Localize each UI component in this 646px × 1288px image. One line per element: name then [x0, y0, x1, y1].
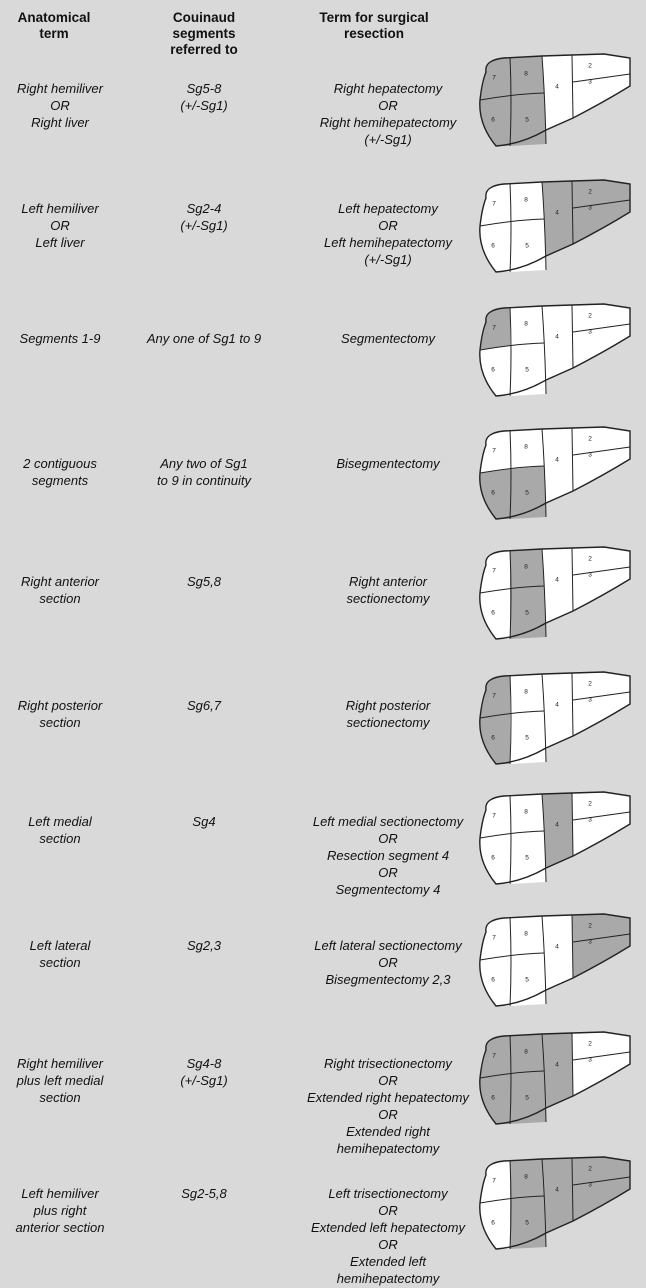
surgical-resection-cell-line: OR	[378, 98, 398, 113]
anatomical-term-cell-line: plus left medial	[16, 1073, 104, 1088]
surgical-resection-cell-line: OR	[378, 1237, 398, 1252]
anatomical-term-cell-line: segments	[31, 473, 89, 488]
anatomical-term-cell-line: section	[39, 831, 81, 846]
couinaud-segments-cell-line: Sg4-8	[186, 1056, 222, 1071]
segment-number-label: 6	[491, 489, 495, 497]
segment-number-label: 7	[492, 1052, 496, 1060]
header-anatomical-term	[4, 10, 104, 42]
segment-number-label: 8	[524, 563, 528, 571]
surgical-resection-cell-line: Right anterior	[348, 574, 428, 589]
liver-segment-6	[480, 1199, 510, 1249]
surgical-resection-cell	[292, 80, 484, 148]
header-text: Term for surgical	[319, 10, 429, 25]
surgical-resection-cell-line: Bisegmentectomy 2,3	[325, 972, 451, 987]
liver-segment-diagram	[474, 178, 636, 276]
anatomical-term-cell-line: section	[39, 715, 81, 730]
surgical-resection-cell-line: Left medial sectionectomy	[312, 814, 464, 829]
liver-segment-diagram	[474, 425, 636, 523]
segment-number-label: 3	[588, 1181, 592, 1189]
segment-number-label: 8	[524, 930, 528, 938]
surgical-resection-cell	[292, 937, 484, 988]
anatomical-term-cell	[4, 573, 116, 607]
segment-number-label: 3	[588, 204, 592, 212]
segment-number-label: 6	[491, 609, 495, 617]
segment-number-label: 5	[525, 242, 529, 250]
surgical-resection-cell	[292, 697, 484, 731]
couinaud-segments-cell-line: Sg2-4	[186, 201, 222, 216]
anatomical-term-cell-line: Right hemiliver	[17, 81, 103, 96]
anatomical-term-cell	[4, 200, 116, 251]
segment-number-label: 7	[492, 74, 496, 82]
header-surgical-resection	[296, 10, 452, 42]
segment-number-label: 5	[525, 366, 529, 374]
surgical-resection-cell-line: Left lateral sectionectomy	[314, 938, 462, 953]
couinaud-segments-cell-line: (+/-Sg1)	[180, 218, 228, 233]
anatomical-term-cell-line: Left hemiliver	[21, 1186, 99, 1201]
segment-number-label: 3	[588, 696, 592, 704]
segment-number-label: 4	[555, 821, 559, 829]
segment-number-label: 2	[588, 435, 592, 443]
segment-number-label: 5	[525, 1219, 529, 1227]
surgical-resection-cell-line: OR	[378, 955, 398, 970]
surgical-resection-cell-line: Right trisectionectomy	[324, 1056, 452, 1071]
anatomical-term-cell	[4, 697, 116, 731]
surgical-resection-cell-line: Segmentectomy	[341, 331, 435, 346]
liver-segment-4	[542, 55, 573, 130]
couinaud-segments-cell-line: (+/-Sg1)	[180, 98, 228, 113]
segment-number-label: 8	[524, 320, 528, 328]
segment-number-label: 6	[491, 242, 495, 250]
segment-number-label: 7	[492, 934, 496, 942]
surgical-resection-cell-line: hemihepatectomy	[336, 1141, 440, 1156]
anatomical-term-cell-line: OR	[50, 218, 70, 233]
segment-number-label: 5	[525, 116, 529, 124]
segment-number-label: 8	[524, 443, 528, 451]
surgical-resection-cell-line: (+/-Sg1)	[364, 252, 412, 267]
segment-number-label: 4	[555, 209, 559, 217]
segment-number-label: 3	[588, 328, 592, 336]
segment-number-label: 6	[491, 1219, 495, 1227]
anatomical-term-cell-line: section	[39, 591, 81, 606]
couinaud-segments-cell-line: Sg4	[192, 814, 216, 829]
couinaud-segments-cell-line: Sg5,8	[187, 574, 221, 589]
couinaud-segments-cell	[142, 573, 266, 590]
segment-number-label: 4	[555, 701, 559, 709]
surgical-resection-cell-line: OR	[378, 218, 398, 233]
segment-number-label: 8	[524, 808, 528, 816]
segment-number-label: 6	[491, 976, 495, 984]
segment-number-label: 4	[555, 576, 559, 584]
couinaud-segments-cell	[142, 697, 266, 714]
couinaud-segments-cell-line: Sg2-5,8	[181, 1186, 227, 1201]
segment-number-label: 6	[491, 366, 495, 374]
anatomical-term-cell-line: Left lateral	[29, 938, 91, 953]
anatomical-term-cell-line: Left medial	[28, 814, 92, 829]
liver-segment-diagram	[474, 302, 636, 400]
couinaud-segments-cell-line: Sg2,3	[187, 938, 221, 953]
liver-segment-6-highlighted	[480, 714, 510, 764]
surgical-resection-cell-line: Resection segment 4	[326, 848, 450, 863]
surgical-resection-cell-line: OR	[378, 1073, 398, 1088]
liver-segment-diagram	[474, 1030, 636, 1128]
liver-segment-4	[542, 305, 573, 380]
anatomical-term-cell-line: 2 contiguous	[23, 456, 97, 471]
anatomical-term-cell	[4, 813, 116, 847]
surgical-resection-cell-line: Right hemihepatectomy	[319, 115, 457, 130]
segment-number-label: 7	[492, 812, 496, 820]
segment-number-label: 2	[588, 800, 592, 808]
liver-segment-6	[480, 956, 510, 1006]
segment-number-label: 2	[588, 1165, 592, 1173]
segment-number-label: 6	[491, 854, 495, 862]
surgical-resection-cell	[292, 1055, 484, 1157]
surgical-resection-cell-line: sectionectomy	[346, 715, 430, 730]
header-text: Couinaud segments	[172, 10, 236, 41]
couinaud-segments-cell	[142, 80, 266, 114]
surgical-resection-cell	[292, 1185, 484, 1287]
surgical-resection-cell	[292, 813, 484, 898]
couinaud-segments-cell	[142, 1055, 266, 1089]
surgical-resection-cell-line: Bisegmentectomy	[336, 456, 440, 471]
segment-number-label: 4	[555, 333, 559, 341]
segment-number-label: 2	[588, 188, 592, 196]
anatomical-term-cell-line: section	[39, 1090, 81, 1105]
segment-number-label: 5	[525, 1094, 529, 1102]
segment-number-label: 4	[555, 943, 559, 951]
surgical-resection-cell	[292, 573, 484, 607]
liver-segment-4	[542, 548, 573, 623]
anatomical-term-cell-line: Right anterior	[20, 574, 100, 589]
liver-segment-4	[542, 915, 573, 990]
segment-number-label: 2	[588, 555, 592, 563]
segment-number-label: 7	[492, 200, 496, 208]
header-text: Anatomical	[17, 10, 91, 25]
surgical-resection-cell-line: OR	[378, 865, 398, 880]
segment-number-label: 2	[588, 922, 592, 930]
anatomical-term-cell-line: anterior section	[15, 1220, 105, 1235]
liver-segment-4-highlighted	[542, 1158, 573, 1233]
surgical-resection-cell-line: OR	[378, 1107, 398, 1122]
liver-segment-diagram	[474, 912, 636, 1010]
segment-number-label: 7	[492, 324, 496, 332]
couinaud-segments-cell	[142, 813, 266, 830]
liver-segment-diagram	[474, 52, 636, 150]
surgical-resection-cell-line: Extended right	[346, 1124, 430, 1139]
segment-number-label: 7	[492, 1177, 496, 1185]
liver-segment-diagram	[474, 790, 636, 888]
liver-segment-diagram	[474, 545, 636, 643]
segment-number-label: 6	[491, 116, 495, 124]
liver-segment-6	[480, 222, 510, 272]
segment-number-label: 5	[525, 854, 529, 862]
anatomical-term-cell-line: Right liver	[31, 115, 89, 130]
liver-segment-4-highlighted	[542, 793, 573, 868]
segment-number-label: 2	[588, 680, 592, 688]
anatomical-term-cell	[4, 455, 116, 489]
couinaud-segments-cell-line: Sg6,7	[187, 698, 221, 713]
segment-number-label: 7	[492, 567, 496, 575]
liver-segment-4	[542, 673, 573, 748]
segment-number-label: 6	[491, 1094, 495, 1102]
segment-number-label: 8	[524, 196, 528, 204]
segment-number-label: 2	[588, 312, 592, 320]
liver-segment-6	[480, 834, 510, 884]
liver-segment-6-highlighted	[480, 96, 510, 146]
segment-number-label: 8	[524, 1173, 528, 1181]
anatomical-term-cell-line: Right hemiliver	[17, 1056, 103, 1071]
segment-number-label: 3	[588, 451, 592, 459]
segment-number-label: 7	[492, 692, 496, 700]
surgical-resection-cell-line: Extended right hepatectomy	[307, 1090, 469, 1105]
surgical-resection-cell	[292, 455, 484, 472]
segment-number-label: 4	[555, 456, 559, 464]
surgical-resection-cell-line: Right hepatectomy	[333, 81, 443, 96]
couinaud-segments-cell	[142, 937, 266, 954]
header-text: term	[39, 26, 69, 41]
anatomical-term-cell	[4, 80, 116, 131]
segment-number-label: 5	[525, 976, 529, 984]
liver-segment-4-highlighted	[542, 1033, 573, 1108]
segment-number-label: 2	[588, 1040, 592, 1048]
couinaud-segments-cell-line: Any two of Sg1	[160, 456, 248, 471]
header-text: referred to	[170, 42, 238, 57]
liver-segment-6-highlighted	[480, 1074, 510, 1124]
anatomical-term-cell-line: Segments 1-9	[19, 331, 101, 346]
segment-number-label: 6	[491, 734, 495, 742]
surgical-resection-cell	[292, 330, 484, 347]
anatomical-term-cell	[4, 937, 116, 971]
liver-segment-6-highlighted	[480, 469, 510, 519]
surgical-resection-cell-line: Left trisectionectomy	[328, 1186, 448, 1201]
anatomical-term-cell-line: Left hemiliver	[21, 201, 99, 216]
couinaud-segments-cell-line: (+/-Sg1)	[180, 1073, 228, 1088]
segment-number-label: 3	[588, 78, 592, 86]
anatomical-term-cell	[4, 1185, 116, 1236]
surgical-resection-cell-line: Extended left hepatectomy	[311, 1220, 465, 1235]
anatomical-term-cell-line: Right posterior	[17, 698, 103, 713]
segment-number-label: 8	[524, 688, 528, 696]
surgical-resection-cell-line: sectionectomy	[346, 591, 430, 606]
surgical-resection-cell-line: hemihepatectomy	[336, 1271, 440, 1286]
segment-number-label: 3	[588, 938, 592, 946]
couinaud-segments-cell	[142, 455, 266, 489]
surgical-resection-cell-line: Segmentectomy 4	[335, 882, 441, 897]
segment-number-label: 2	[588, 62, 592, 70]
liver-segment-4-highlighted	[542, 181, 573, 256]
couinaud-segments-cell-line: Any one of Sg1 to 9	[146, 331, 262, 346]
segment-number-label: 4	[555, 1061, 559, 1069]
segment-number-label: 8	[524, 70, 528, 78]
surgical-resection-cell-line: Extended left	[350, 1254, 426, 1269]
anatomical-term-cell	[4, 330, 116, 347]
liver-segment-diagram	[474, 1155, 636, 1253]
surgical-resection-cell-line: Left hemihepatectomy	[324, 235, 452, 250]
segment-number-label: 3	[588, 816, 592, 824]
segment-number-label: 3	[588, 571, 592, 579]
couinaud-segments-cell	[142, 200, 266, 234]
surgical-resection-cell-line: Left hepatectomy	[338, 201, 438, 216]
segment-number-label: 3	[588, 1056, 592, 1064]
segment-number-label: 5	[525, 734, 529, 742]
segment-number-label: 7	[492, 447, 496, 455]
surgical-resection-cell	[292, 200, 484, 268]
header-text: resection	[343, 26, 405, 41]
surgical-resection-cell-line: Right posterior	[345, 698, 431, 713]
header-couinaud-segments	[142, 10, 266, 58]
segment-number-label: 8	[524, 1048, 528, 1056]
anatomical-term-cell-line: section	[39, 955, 81, 970]
couinaud-segments-cell	[142, 1185, 266, 1202]
liver-segment-6	[480, 346, 510, 396]
anatomical-term-cell	[4, 1055, 116, 1106]
surgical-resection-cell-line: OR	[378, 831, 398, 846]
anatomical-term-cell-line: Left liver	[35, 235, 85, 250]
liver-segment-diagram	[474, 670, 636, 768]
segment-number-label: 4	[555, 83, 559, 91]
couinaud-segments-cell-line: Sg5-8	[186, 81, 222, 96]
surgical-resection-cell-line: OR	[378, 1203, 398, 1218]
liver-segment-4	[542, 428, 573, 503]
surgical-resection-cell-line: (+/-Sg1)	[364, 132, 412, 147]
anatomical-term-cell-line: OR	[50, 98, 70, 113]
anatomical-term-cell-line: plus right	[33, 1203, 87, 1218]
segment-number-label: 4	[555, 1186, 559, 1194]
liver-segment-6	[480, 589, 510, 639]
segment-number-label: 5	[525, 609, 529, 617]
couinaud-segments-cell-line: to 9 in continuity	[157, 473, 251, 488]
couinaud-segments-cell	[142, 330, 266, 347]
segment-number-label: 5	[525, 489, 529, 497]
